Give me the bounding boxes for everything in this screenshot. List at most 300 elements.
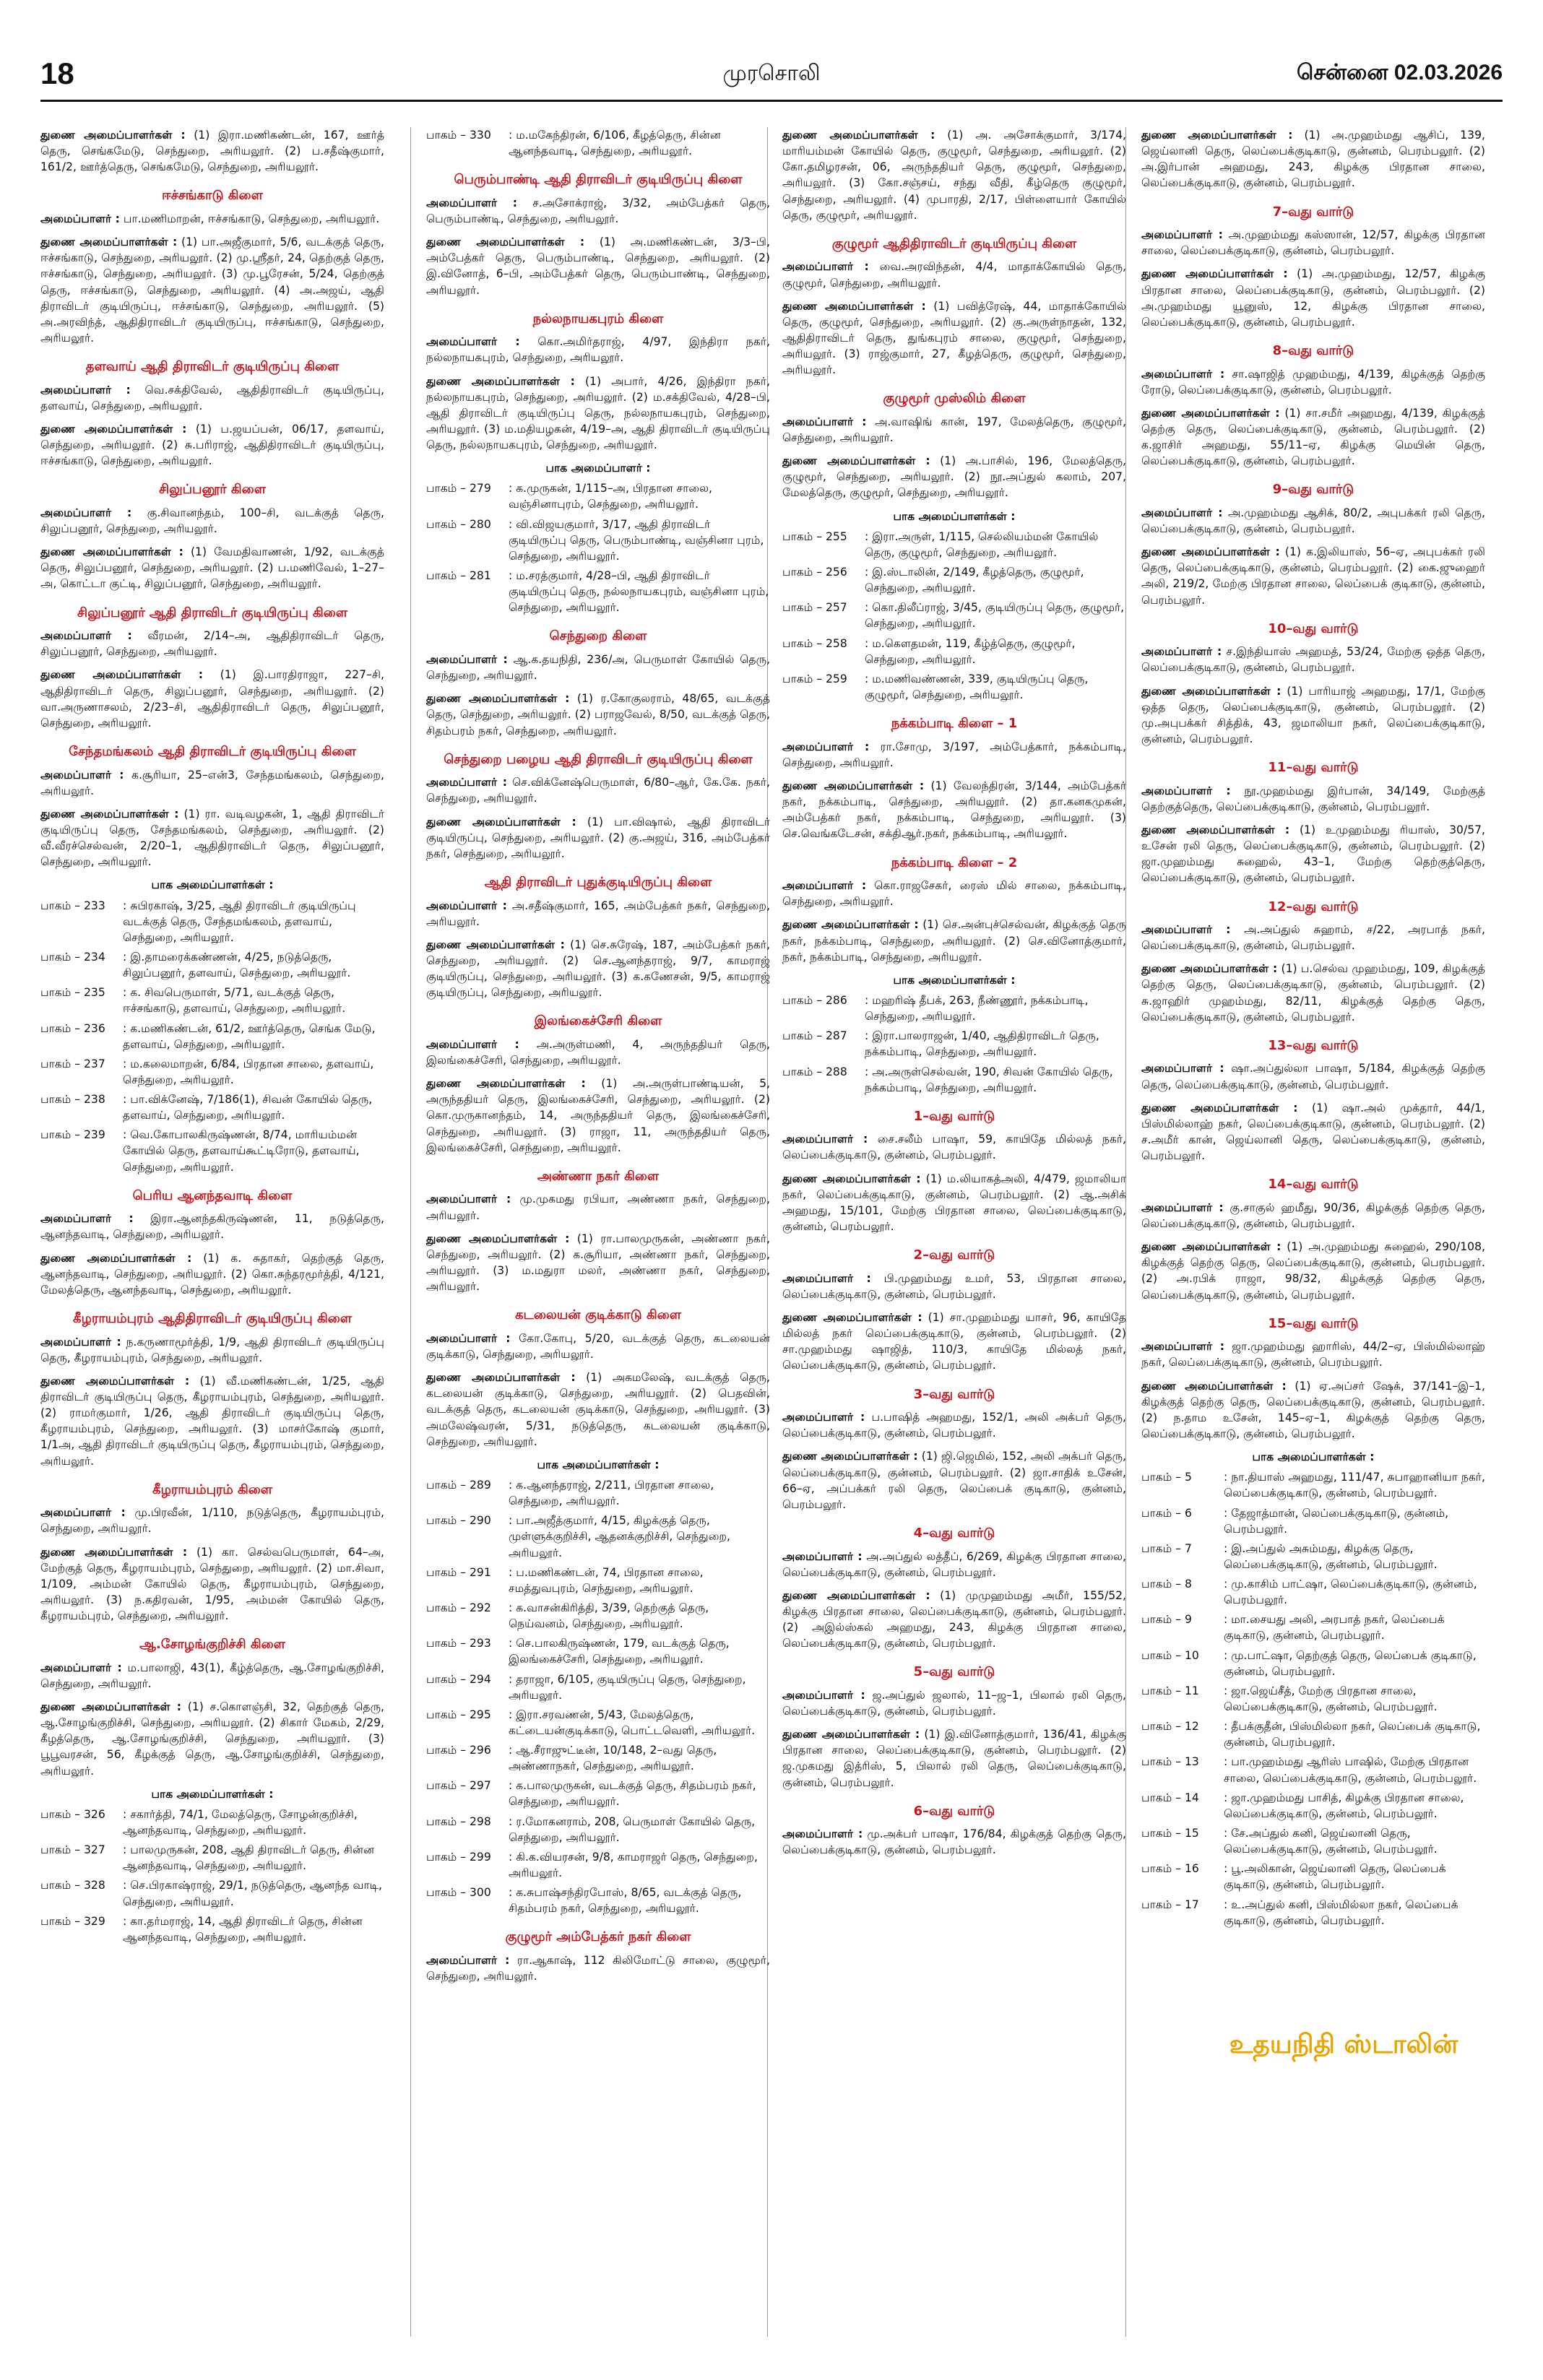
role-label: அமைப்பாளர் :	[1141, 923, 1231, 937]
booth-entry	[426, 1849, 770, 1881]
booth-entry	[782, 564, 1126, 596]
booth-entry	[40, 1806, 384, 1838]
booth-number: பாகம் – 329	[40, 1914, 105, 1928]
entry-text: (1) சா.முஹம்மது யாசர், 96, காயிதே மில்லத் நகர் லெப்பைக்குடிகாடு, குன்னம், பெரம்பலூர். (2) சா.முஹம்மது ஷாஜித், 110/3, காயிதே மில்லத் நகர், லெப்பைக்குடிகாடு, குன்னம், பெரம்பலூர்.	[782, 1311, 1127, 1372]
page-number: 18	[40, 56, 74, 90]
office-bearer-entry	[40, 382, 384, 414]
office-bearer-entry	[1141, 922, 1485, 953]
branch-heading: 13–வது வார்டு	[1268, 1037, 1359, 1053]
office-bearer-entry	[782, 1271, 1126, 1302]
booth-number: பாகம் – 259	[782, 672, 847, 685]
booth-number: பாகம் – 293	[426, 1637, 491, 1650]
booth-text: : மா.சையது அலி, அரபாத் நகர், லெப்பைக் குடிகாடு, குன்னம், பெரம்பலூர்.	[1224, 1613, 1445, 1643]
branch-heading: செந்துறை கிளை	[549, 628, 647, 644]
entry-text: கு.சாகுல் ஹமீது, 90/36, கிழக்குத் தெற்கு தெரு, லெப்பைக்குடிகாடு, குன்னம், பெரம்பலூர்.	[1141, 1200, 1485, 1230]
booth-number: பாகம் – 326	[40, 1807, 105, 1821]
booth-number: பாகம் – 297	[426, 1779, 491, 1793]
entry-text: வை.அரவிந்தன், 4/4, மாதாக்கோயில் தெரு, குழுமூர், செந்துறை, அரியலூர்.	[782, 260, 1126, 290]
office-bearer-entry	[40, 1505, 384, 1536]
booth-text: : சகார்த்தி, 74/1, மேலத்தெரு, சோழன்குறிச்சி, ஆனந்தவாடி, செந்துறை, அரியலூர்.	[123, 1807, 358, 1838]
role-label: அமைப்பாளர் :	[40, 1506, 126, 1520]
office-bearer-entry	[782, 1549, 1126, 1580]
office-bearer-entry	[1141, 644, 1485, 675]
entry-text: (1) பா.அஜீகுமார், 5/6, வடக்குத் தெரு, ஈச்சங்காடு, செந்துறை, அரியலூர். (2) மு.ஸ்ரீதர், 24, தெற்குத் தெரு, ஈச்சங்காடு, செந்துறை, அரியலூர். (3) மு.பூரேசன், 5/24, தெற்குத் தெரு, ஈச்சங்காடு, செந்துறை, அரியலூர். (4) அ.அஜய், ஆதி திராவிடர் குடியிருப்பு, ஈச்சங்காடு, செந்துறை, அரியலூர். (5) அ.அரவிந்த், ஆதிதிராவிடர் குடியிருப்பு, ஈச்சங்காடு, செந்துறை, அரியலூர்.	[40, 235, 384, 345]
booth-number: பாகம் – 255	[782, 529, 847, 543]
entry-text: (1) பாரியாஜ் அஹமது, 17/1, மேற்கு ஒத்த தெரு, லெப்பைக்குடிகாடு, குன்னம், பெரம்பலூர். (2) மு.அபுபக்கர் சித்திக், 43, ஜமாலியா நகர், லெப்பைக்குடிகாடு, குன்னம், பெரம்பலூர்.	[1141, 684, 1485, 745]
masthead	[40, 56, 1503, 102]
booth-text: : இ.ஸ்டாலின், 2/149, கீழத்தெரு, குழுமூர், செந்துறை, அரியலூர்.	[865, 566, 1084, 595]
booth-text: : க.பாலமுருகன், வடக்குத் தெரு, சிதம்பரம் நகர், செந்துறை, அரியலூர்.	[509, 1779, 756, 1809]
office-bearer-entry	[1141, 1338, 1485, 1370]
role-label: துணை அமைப்பாளர்கள் :	[782, 918, 919, 932]
entry-text: (1) உமுஹம்மது ரியாஸ், 30/57, உசேன் ரலி தெரு, லெப்பைக்குடிகாடு, குன்னம், பெரம்பலூர். (2) ஜா.முஹம்மது சுஹைல், 43–1, மேற்கு தெற்குத்தெரு, லெப்பைக்குடிகாடு, குன்னம், பெரம்பலூர்.	[1141, 823, 1485, 885]
office-bearer-entry	[782, 1687, 1126, 1719]
booth-text: : ர.மோகனராம், 208, பெருமாள் கோயில் தெரு, செந்துறை, அரியலூர்.	[509, 1814, 756, 1844]
branch-heading: 4–வது வார்டு	[913, 1525, 995, 1541]
branch-heading: குழுமூர் முஸ்லிம் கிளை	[883, 391, 1026, 407]
booth-text: : தராஜா, 6/105, குடியிருப்பு தெரு, செந்துறை, அரியலூர்.	[509, 1672, 746, 1702]
role-label: துணை அமைப்பாளர்கள் :	[426, 1371, 576, 1385]
booth-number: பாகம் – 288	[782, 1065, 847, 1078]
entry-text: (1) அ.முஹம்மது சுஹைல், 290/108, கிழக்குத் தெற்கு தெரு, லெப்பைக்குடிகாடு, குன்னம், பெரம்பலூர். (2) அ.ரபிக் ராஜா, 98/32, கிழக்குத் தெற்கு தெரு, லெப்பைக்குடிகாடு, குன்னம், பெரம்பலூர்.	[1141, 1240, 1485, 1302]
role-label: துணை அமைப்பாளர்கள் :	[1141, 1240, 1281, 1254]
branch-heading: செந்துறை பழைய ஆதி திராவிடர் குடியிருப்பு கிளை	[444, 751, 753, 767]
office-bearer-entry	[1141, 227, 1485, 259]
entry-text: கொ.அமிர்தராஜ், 4/97, இந்திரா நகர், நல்லநாயகபுரம், செந்துறை, அரியலூர்.	[426, 335, 770, 365]
branch-heading: நல்லநாயகபுரம் கிளை	[532, 311, 664, 326]
entry-text: (1) அ.முஹம்மது, 12/57, கிழக்கு பிரதான சாலை, லெப்பைக்குடிகாடு, குன்னம், பெரம்பலூர். (2) அ.முஹம்மது யூனுஸ், 12, கிழக்கு பிரதான சாலை, லெப்பைக்குடிகாடு, குன்னம், பெரம்பலூர்.	[1141, 267, 1485, 329]
office-bearer-entry	[426, 234, 770, 298]
entry-text: (1) கா. செல்வபெருமாள், 64–அ, மேற்குத் தெரு, கீழராயம்புரம், செந்துறை, அரியலூர். (2) மா.சிவா, 1/109, அம்மன் கோயில் தெரு, கீழராயம்புரம், செந்துறை, அரியலூர். (3) ந.கதிரவன், 1/95, அம்மன் கோயில் தெரு, கீழராயம்புரம், செந்துறை, அரியலூர்.	[40, 1545, 384, 1623]
office-bearer-entry	[426, 373, 770, 454]
entry-text: ச.இந்தியாஸ் அஹமத், 53/24, மேற்கு ஒத்த தெரு, லெப்பைக்குடிகாடு, குன்னம், பெரம்பலூர்.	[1141, 645, 1485, 675]
office-bearer-entry	[40, 505, 384, 537]
role-label: துணை அமைப்பாளர்கள் :	[1141, 545, 1280, 559]
booth-text: : மஹரிஷ் தீபக், 263, நீண்ணூர், நக்கம்பாடி, செந்துறை, அரியலூர்.	[865, 993, 1089, 1024]
booth-number: பாகம் – 258	[782, 636, 847, 650]
booth-entry	[782, 992, 1126, 1024]
booth-entry	[1141, 1897, 1485, 1929]
booth-entry	[40, 1091, 384, 1123]
entry-text: ஆ.க.தயநிதி, 236/அ, பெருமாள் கோயில் தெரு, செந்துறை, அரியலூர்.	[426, 653, 770, 683]
role-label: அமைப்பாளர் :	[1141, 1062, 1224, 1076]
booth-entry	[782, 671, 1126, 703]
branch-heading: குழுமூர் ஆதிதிராவிடர் குடியிருப்பு கிளை	[831, 235, 1077, 251]
branch-heading: சேந்தமங்கலம் ஆதி திராவிடர் குடியிருப்பு கிளை	[69, 743, 356, 759]
booth-entry	[40, 1913, 384, 1945]
booth-text: : இரா.அருள், 1/115, செல்லியம்மன் கோயில் தெரு, குழுமூர், செந்துறை, அரியலூர்.	[865, 529, 1099, 559]
office-bearer-entry	[1141, 505, 1485, 537]
office-bearer-entry	[40, 127, 384, 175]
office-bearer-entry	[782, 1409, 1126, 1441]
entry-text: (1) முமுஹம்மது அமீர், 155/52, கிழக்கு பிரதான சாலை, லெப்பைக்குடிகாடு, குன்னம், பெரம்பலூர். (2) அஇல்ஸ்கல் அஹமது, 243, கிழக்கு பிரதான சாலை, லெப்பைக்குடிகாடு, குன்னம், பெரம்பலூர்.	[782, 1588, 1126, 1650]
role-label: அமைப்பாளர் :	[40, 629, 132, 643]
booth-number: பாகம் – 236	[40, 1021, 105, 1035]
office-bearer-entry	[426, 814, 770, 862]
booth-number: பாகம் – 6	[1141, 1506, 1192, 1520]
booth-entry	[1141, 1718, 1485, 1750]
office-bearer-entry	[40, 806, 384, 870]
booth-number: பாகம் – 298	[426, 1814, 491, 1828]
entry-text: (1) வீ.மணிகண்டன், 1/25, ஆதி திராவிடர் குடியிருப்பு தெரு, கீழராயம்புரம், செந்துறை, அரியலூர். (2) ராமர்குமார், 1/26, ஆதி திராவிடர் குடியிருப்பு தெரு, கீழராயம்புரம், செந்துறை, அரியலூர். (3) மாசர்கோஷ் குமார், 1/1அ, ஆதி திராவிடர் குடியிருப்பு தெரு, கீழராயம்புரம், செந்துறை, அரியலூர்.	[40, 1374, 384, 1468]
booth-number: பாகம் – 299	[426, 1850, 491, 1864]
entry-text: ரா.ஆகாஷ், 112 கிலிமோட்டு சாலை, குழுமூர், செந்துறை, அரியலூர்.	[426, 1954, 770, 1983]
office-bearer-entry	[782, 298, 1126, 378]
entry-text: கோ.கோபு, 5/20, வடக்குத் தெரு, கடலையன் குடிக்காடு, செந்துறை, அரியலூர்.	[426, 1331, 770, 1361]
office-bearer-entry	[426, 898, 770, 930]
office-bearer-entry	[782, 1826, 1126, 1858]
entry-text: மு.முகமது ரபியா, அண்ணா நகர், செந்துறை, அரியலூர்.	[426, 1193, 770, 1222]
entry-text: (1) ப.ஜயப்பன், 06/17, தளவாய், செந்துறை, அரியலூர். (2) சு.பரிராஜ், ஆதிதிராவிடர் குடியிருப்பு, ஈச்சங்காடு, செந்துறை, அரியலூர்.	[40, 422, 384, 468]
booth-text: : வி.விஜயகுமார், 3/17, ஆதி திராவிடர் குடியிருப்பு தெரு, பெரும்பாண்டி, வஞ்சினா புரம், செந்துறை, அரியலூர்.	[509, 517, 764, 563]
branch-heading: 5–வது வார்டு	[913, 1664, 995, 1680]
entry-text: ஜா.முஹம்மது ஹாரிஸ், 44/2–ஏ, பிஸ்மில்லாஹ் நகர், லெப்பைக்குடிகாடு, குன்னம், பெரம்பலூர்.	[1141, 1340, 1486, 1369]
role-label: அமைப்பாளர் :	[426, 335, 520, 349]
booth-number: பாகம் – 237	[40, 1057, 105, 1070]
role-label: துணை அமைப்பாளர்கள் :	[40, 1545, 188, 1559]
role-label: அமைப்பாளர் :	[426, 1954, 510, 1968]
booth-entry	[426, 1565, 770, 1596]
office-bearer-entry	[40, 544, 384, 592]
booth-number: பாகம் – 330	[426, 129, 491, 142]
booth-text: : ஜா.முஹம்மது பாசித், கிழக்கு பிரதான சாலை, லெப்பைக்குடிகாடு, குன்னம், பெரம்பலூர்.	[1224, 1791, 1464, 1820]
booth-number: பாகம் – 14	[1141, 1791, 1199, 1804]
booth-number: பாகம் – 281	[426, 569, 491, 583]
entry-text: ந.கருணாமூர்த்தி, 1/9, ஆதி திராவிடர் குடியிருப்பு தெரு, கீழராயம்புரம், செந்துறை, அரியலூர்.	[40, 1335, 384, 1364]
office-bearer-entry	[782, 1448, 1126, 1513]
office-bearer-entry	[40, 1373, 384, 1469]
booth-entry	[782, 636, 1126, 667]
booth-section-title: பாக அமைப்பாளர்கள் :	[151, 878, 274, 892]
branch-heading: 1–வது வார்டு	[913, 1108, 995, 1124]
office-bearer-entry	[1141, 127, 1485, 191]
dateline: சென்னை 02.03.2026	[1296, 61, 1503, 85]
role-label: துணை அமைப்பாளர்கள் :	[1141, 962, 1278, 976]
role-label: துணை அமைப்பாளர்கள் :	[426, 374, 575, 388]
booth-text: : பூ.அலிகான், ஜெய்லானி தெரு, லெப்பைக் குடிகாடு, குன்னம், பெரம்பலூர்.	[1224, 1862, 1446, 1892]
role-label: துணை அமைப்பாளர்கள் :	[782, 1172, 921, 1185]
booth-text: : உ.அப்துல் கனி, பிஸ்மில்லா நகர், லெப்பைக் குடிகாடு, குன்னம், பெரம்பலூர்.	[1224, 1897, 1458, 1927]
role-label: துணை அமைப்பாளர்கள் :	[782, 1450, 918, 1463]
role-label: அமைப்பாளர் :	[1141, 228, 1223, 242]
booth-entry	[426, 1884, 770, 1916]
entry-text: (1) செ.அன்புச்செல்வன், கிழக்குத் தெரு நகர், நக்கம்பாடி, செந்துறை, அரியலூர். (2) செ.வினோத்குமார், நகர், நக்கம்பாடி, செந்துறை, அரியலூர்.	[782, 918, 1126, 964]
entry-text: வெ.சக்திவேல், ஆதிதிராவிடர் குடியிருப்பு, தளவாய், செந்துறை, அரியலூர்.	[40, 383, 384, 412]
booth-number: பாகம் – 287	[782, 1029, 847, 1043]
booth-number: பாகம் – 9	[1141, 1613, 1192, 1627]
office-bearer-entry	[1141, 683, 1485, 748]
entry-text: (1) ஷா.அல் முக்தார், 44/1, பிஸ்மில்லாஹ் நகர், லெப்பைக்குடிகாடு, குன்னம், பெரம்பலூர். (2) ச.அமீர் கான், ஜெய்லானி தெரு, லெப்பைக்குடிகாடு, குன்னம், பெரம்பலூர்.	[1141, 1101, 1485, 1163]
booth-text: : க.ஆனந்தராஜ், 2/211, பிரதான சாலை, செந்துறை, அரியலூர்.	[509, 1478, 714, 1508]
booth-number: பாகம் – 300	[426, 1886, 491, 1900]
booth-entry	[1141, 1611, 1485, 1643]
booth-entry	[40, 985, 384, 1016]
role-label: துணை அமைப்பாளர்கள் :	[782, 1588, 930, 1602]
role-label: அமைப்பாளர் :	[40, 212, 120, 225]
booth-text: : ஜா.ஜெய்சீத், மேற்கு பிரதான சாலை, லெப்பைக்குடிகாடு, குன்னம், பெரம்பலூர்.	[1224, 1684, 1438, 1714]
role-label: துணை அமைப்பாளர்கள் :	[1141, 823, 1290, 836]
entry-text: (1) ஜி.ஜெமில், 152, அலி அக்பர் தெரு, லெப்பைக்குடிகாடு, குன்னம், பெரம்பலூர். (2) ஜா.சாதிக் உசேன், 66–ஏ, அப்பக்கர் ரலி தெரு, லெப்பைக் குடிகாடு, குன்னம், பெரம்பலூர்.	[782, 1450, 1126, 1511]
entry-text: மு.அக்பர் பாஷா, 176/84, கிழக்குத் தெற்கு தெரு, லெப்பைக்குடிகாடு, குன்னம், பெரம்பலூர்.	[782, 1827, 1126, 1857]
office-bearer-entry	[426, 1037, 770, 1068]
branch-heading: 2–வது வார்டு	[913, 1247, 995, 1263]
office-bearer-entry	[782, 1171, 1126, 1235]
booth-number: பாகம் – 327	[40, 1843, 105, 1857]
office-bearer-entry	[426, 195, 770, 227]
booth-entry	[40, 1842, 384, 1874]
entry-text: (1) க.இலியாஸ், 56–ஏ, அபுபக்கர் ரலி தெரு, லெப்பைக்குடிகாடு, குன்னம், பெரம்பலூர். (2) கை.ஜுஹைர் அலி, 219/2, மேற்கு பிரதான சாலை, லெப்பைக் குடிகாடு, குன்னம், பெரம்பலூர்.	[1141, 545, 1485, 607]
role-label: அமைப்பாளர் :	[426, 776, 507, 789]
office-bearer-entry	[426, 652, 770, 683]
booth-text: : இ.தாமரைக்கண்ணன், 4/25, நடுத்தெரு, சிலுப்பனூர், தளவாய், செந்துறை, அரியலூர்.	[123, 950, 351, 980]
entry-text: அ.முஹம்மது கஸ்ஸான், 12/57, கிழக்கு பிரதான சாலை, லெப்பைக்குடிகாடு, குன்னம், பெரம்பலூர்.	[1141, 228, 1485, 258]
entry-text: (1) க. சுதாகர், தெற்குத் தெரு, ஆனந்தவாடி, செந்துறை, அரியலூர். (2) கொ.சுந்தரமூர்த்தி, 4/121, மேலத்தெரு, ஆனந்தவாடி, செந்துறை, அரியலூர்.	[40, 1251, 385, 1297]
office-bearer-entry	[782, 1726, 1126, 1791]
booth-number: பாகம் – 8	[1141, 1578, 1192, 1591]
booth-text: : ம.மகேந்திரன், 6/106, கீழத்தெரு, சின்ன ஆனந்தவாடி, செந்துறை, அரியலூர்.	[509, 129, 721, 158]
role-label: துணை அமைப்பாளர்கள் :	[426, 1077, 586, 1091]
entry-text: (1) சா.சமீர் அஹமது, 4/139, கிழக்குத் தெற்கு தெரு, லெப்பைக்குடிகாடு, குன்னம், பெரம்பலூர். (2) க.ஜாசிர் அஹமது, 55/11–ஏ, கிழக்கு மெயின் தெரு, லெப்பைக்குடிகாடு, குன்னம், பெரம்பலூர்.	[1141, 406, 1485, 468]
booth-entry	[426, 1742, 770, 1774]
office-bearer-entry	[1141, 1200, 1485, 1232]
booth-section-title: பாக அமைப்பாளர்கள் :	[1252, 1450, 1375, 1464]
entry-text: பி.முஹம்மது உமர், 53, பிரதான சாலை, லெப்பைக்குடிகாடு, குன்னம், பெரம்பலூர்.	[782, 1271, 1126, 1301]
entry-text: ப.பாஷித் அஹமது, 152/1, அலி அக்பர் தெரு, லெப்பைக்குடிகாடு, குன்னம், பெரம்பலூர்.	[782, 1411, 1126, 1440]
booth-section-title: பாக அமைப்பாளர்கள் :	[537, 1458, 660, 1471]
booth-number: பாகம் – 10	[1141, 1648, 1199, 1662]
booth-entry	[40, 1127, 384, 1174]
booth-entry	[1141, 1861, 1485, 1892]
booth-text: : சுபிரகாஷ், 3/25, ஆதி திராவிடர் குடியிருப்பு வடக்குத் தெரு, சேந்தமங்கலம், தளவாய், செந்துறை, அரியலூர்.	[123, 899, 356, 944]
branch-heading: 10–வது வார்டு	[1268, 620, 1359, 636]
booth-text: : க. சிவபெருமாள், 5/71, வடக்குத் தெரு, ஈச்சங்காடு, தளவாய், செந்துறை, அரியலூர்.	[123, 986, 346, 1016]
booth-text: : இரா.சரவணன், 5/43, மேலத்தெரு, கட்டையன்குடிக்காடு, பொட்டவெளி, அரியலூர்.	[509, 1708, 756, 1737]
role-label: துணை அமைப்பாளர்கள் :	[426, 815, 576, 828]
booth-text: : க.சுபாஷ்சந்திரபோஸ், 8/65, வடக்குத் தெரு, சிதம்பரம் நகர், செந்துறை, அரியலூர்.	[509, 1886, 742, 1916]
booth-number: பாகம் – 7	[1141, 1541, 1192, 1555]
entry-text: (1) ம.லியாகத்அலி, 4/479, ஜமாலியா நகர், லெப்பைக்குடிகாடு, குன்னம், பெரம்பலூர். (2) ஆ.அசிக் அஹமது, 15/101, மேற்கு பிரதான சாலை, லெப்பைக்குடிகாடு, குன்னம், பெரம்பலூர்.	[782, 1172, 1126, 1234]
office-bearer-entry	[426, 1330, 770, 1362]
office-bearer-entry	[1141, 1060, 1485, 1092]
office-bearer-entry	[782, 878, 1126, 909]
role-label: அமைப்பாளர் :	[782, 1549, 863, 1563]
branch-heading: பெரும்பாண்டி ஆதி திராவிடர் குடியிருப்பு கிளை	[454, 172, 743, 188]
office-bearer-entry	[782, 917, 1126, 964]
office-bearer-entry	[1141, 822, 1485, 886]
entry-text: (1) ஏ.அப்சர் ஷேக், 37/141–இ–1, கிழக்குத் தெற்கு தெரு, லெப்பைக்குடிகாடு, குன்னம், பெரம்பலூர். (2) ந.தாம உசேன், 145–ஏ–1, கிழக்குத் தெற்கு தெரு, லெப்பைக்குடிகாடு, குன்னம், பெரம்பலூர்.	[1141, 1379, 1485, 1440]
role-label: துணை அமைப்பாளர்கள் :	[40, 235, 178, 249]
booth-entry	[40, 949, 384, 981]
booth-number: பாகம் – 17	[1141, 1897, 1199, 1911]
booth-number: பாகம் – 289	[426, 1478, 491, 1492]
booth-entry	[782, 600, 1126, 631]
branch-heading: ஈச்சங்காடு கிளை	[162, 188, 263, 204]
role-label: துணை அமைப்பாளர்கள் :	[782, 454, 930, 468]
office-bearer-entry	[426, 1952, 770, 1984]
booth-entry	[426, 516, 770, 564]
booth-number: பாகம் – 5	[1141, 1471, 1192, 1484]
role-label: அமைப்பாளர் :	[782, 415, 867, 428]
office-bearer-entry	[782, 739, 1126, 771]
role-label: அமைப்பாளர் :	[40, 1212, 134, 1226]
office-bearer-entry	[426, 334, 770, 365]
entry-text: அ.அப்துல் லத்தீப், 6/269, கிழக்கு பிரதான சாலை, லெப்பைக்குடிகாடு, குன்னம், பெரம்பலூர்.	[782, 1549, 1126, 1579]
entry-text: (1) அகமலேஷ், வடக்குத் தெரு, கடலையன் குடிக்காடு, செந்துறை, அரியலூர். (2) பெதவின், வடக்குத் தெரு, கடலையன் குடிக்காடு, செந்துறை, அரியலூர். (3) அமலேஷ்வரன், 5/31, நடுத்தெரு, கடலையன் குடிக்காடு, செந்துறை, அரியலூர்.	[426, 1371, 771, 1448]
office-bearer-entry	[426, 774, 770, 806]
booth-text: : ம.கலைமாறன், 6/84, பிரதான சாலை, தளவாய், செந்துறை, அரியலூர்.	[123, 1057, 374, 1086]
role-label: துணை அமைப்பாளர்கள் :	[40, 422, 187, 436]
branch-heading: 14–வது வார்டு	[1268, 1177, 1359, 1193]
office-bearer-entry	[40, 234, 384, 346]
office-bearer-entry	[426, 1231, 770, 1295]
role-label: துணை அமைப்பாளர்கள் :	[426, 235, 585, 249]
role-label: துணை அமைப்பாளர்கள் :	[782, 129, 935, 142]
office-bearer-entry	[782, 1310, 1126, 1374]
entry-text: (1) ர.கோகுலராம், 48/65, வடக்குத் தெரு, செந்துறை, அரியலூர். (2) பராஜவேல், 8/50, வடக்குத் தெரு, சிதம்பரம் நகர், செந்துறை, அரியலூர்.	[426, 692, 770, 737]
booth-text: : பாலமுருகன், 208, ஆதி திராவிடர் தெரு, சின்ன ஆனந்தவாடி, செந்துறை, அரியலூர்.	[123, 1843, 375, 1873]
role-label: துணை அமைப்பாளர்கள் :	[1141, 129, 1293, 142]
branch-heading: 15–வது வார்டு	[1268, 1315, 1359, 1331]
entry-text: பா.மணிமாறன், ஈச்சங்காடு, செந்துறை, அரியலூர்.	[123, 212, 380, 225]
role-label: அமைப்பாளர் :	[40, 768, 124, 782]
column-divider	[410, 127, 411, 2337]
branch-heading: குழுமூர் அம்பேத்கர் நகர் கிளை	[505, 1929, 691, 1945]
booth-text: : மு.காசிம் பாட்ஷா, லெப்பைக்குடிகாடு, குன்னம், பெரம்பலூர்.	[1224, 1578, 1477, 1607]
booth-number: பாகம் – 257	[782, 601, 847, 615]
entry-text: (1) வேமதிவாணன், 1/92, வடக்குத் தெரு, சிலுப்பனூர், செந்துறை, அரியலூர். (2) ப.மணிவேல், 1–27–அ, கொட்டா குட்டி, சிலுப்பனூர், செந்துறை, அரியலூர்.	[40, 545, 384, 591]
booth-entry	[1141, 1648, 1485, 1679]
booth-text: : செ.பிரகாஷ்ராஜ், 29/1, நடுத்தெரு, ஆனந்த வாடி, செந்துறை, அரியலூர்.	[123, 1879, 382, 1908]
role-label: அமைப்பாளர் :	[782, 1688, 865, 1702]
entry-text: (1) இ.பாரதிராஜா, 227–சி, ஆதிதிராவிடர் தெரு, சிலுப்பனூர், செந்துறை, அரியலூர். (2) வா.அருணாசலம், 2/23–சி, ஆதிதிராவிடர் தெரு, சிலுப்பனூர், செந்துறை, அரியலூர்.	[40, 668, 384, 730]
office-bearer-entry	[1141, 366, 1485, 398]
entry-text: (1) அ.அருள்பாண்டியன், 5, அருந்ததியர் தெரு, இலங்கைச்சேரி, செந்துறை, அரியலூர். (2) கொ.முருகானந்தம், 14, அருந்ததியர் தெரு, இலங்கைச்சேரி, செந்துறை, அரியலூர். (3) ராஜா, 11, அருந்ததியர் தெரு, இலங்கைச்சேரி, செந்துறை, அரியலூர்.	[426, 1077, 770, 1154]
booth-entry	[426, 1477, 770, 1509]
booth-entry	[40, 1877, 384, 1909]
booth-section-title: பாக அமைப்பாளர்கள் :	[893, 509, 1016, 523]
role-label: அமைப்பாளர் :	[782, 1133, 868, 1146]
booth-section-title: பாக அமைப்பாளர்கள் :	[151, 1787, 274, 1801]
role-label: துணை அமைப்பாளர்கள் :	[40, 668, 203, 682]
booth-text: : ம.மணிவண்ணன், 339, குடியிருப்பு தெரு, குழுமூர், செந்துறை, அரியலூர்.	[865, 672, 1089, 702]
branch-heading: தளவாய் ஆதி திராவிடர் குடியிருப்பு கிளை	[85, 359, 340, 375]
office-bearer-entry	[426, 1369, 770, 1450]
booth-text: : இ.அப்துல் அசும்மது, கிழக்கு தெரு, லெப்பைக்குடிகாடு, குன்னம், பெரம்பலூர்.	[1224, 1541, 1438, 1571]
entry-text: சை.சலீம் பாஷா, 59, காயிதே மில்லத் நகர், லெப்பைக்குடிகாடு, குன்னம், பெரம்பலூர்.	[782, 1133, 1126, 1162]
booth-entry	[1141, 1576, 1485, 1608]
booth-entry	[782, 1064, 1126, 1096]
booth-number: பாகம் – 290	[426, 1514, 491, 1528]
booth-entry	[426, 1778, 770, 1809]
entry-text: அ.அப்துல் சுஹாம், ச/22, அரபாத் நகர், லெப்பைக்குடிகாடு, குன்னம், பெரம்பலூர்.	[1141, 923, 1486, 953]
booth-text: : மு.பாட்ஷா, தெற்குத் தெரு, லெப்பைக் குடிகாடு, குன்னம், பெரம்பலூர்.	[1224, 1648, 1477, 1678]
role-label: அமைப்பாளர் :	[1141, 784, 1231, 797]
booth-number: பாகம் – 16	[1141, 1862, 1199, 1876]
entry-text: (1) இ.வினோத்குமார், 136/41, கிழக்கு பிரதான சாலை, லெப்பைக்குடிகாடு, குன்னம், பெரம்பலூர். (2) ஜ.முகமது இத்ரிஸ், 5, பிலால் ரலி தெரு, லெப்பைக்குடிகாடு, குன்னம், பெரம்பலூர்.	[782, 1728, 1126, 1789]
booth-number: பாகம் – 13	[1141, 1755, 1199, 1769]
signature: உதயநிதி ஸ்டாலின்	[1229, 2030, 1458, 2059]
role-label: அமைப்பாளர் :	[426, 899, 507, 912]
entry-text: (1) அ.பாசில், 196, மேலத்தெரு, குழுமூர், செந்துறை, அரியலூர். (2) நூ.அப்துல் கலாம், 207, மேலத்தெரு, குழுமூர், செந்துறை, அரியலூர்.	[782, 454, 1126, 500]
entry-text: அ.சதீஷ்குமார், 165, அம்பேத்கர் நகர், செந்துறை, அரியலூர்.	[426, 899, 770, 928]
booth-number: பாகம் – 286	[782, 993, 847, 1007]
office-bearer-entry	[1141, 544, 1485, 608]
booth-text: : க.மணிகண்டன், 61/2, ஊர்த்தெரு, செங்க மேடு, தளவாய், செந்துறை, அரியலூர்.	[123, 1021, 376, 1051]
column-4	[1141, 127, 1485, 1932]
booth-text: : தீபக்குதீன், பிஸ்மில்லா நகர், லெப்பைக் குடிகாடு, குன்னம், பெரம்பலூர்.	[1224, 1720, 1481, 1749]
office-bearer-entry	[40, 1250, 384, 1298]
entry-text: ரா.சோமு, 3/197, அம்பேத்கார், நக்கம்பாடி, செந்துறை, அரியலூர்.	[782, 740, 1127, 769]
column-2	[426, 127, 770, 1991]
office-bearer-entry	[782, 259, 1126, 290]
entry-text: ச.அசோக்ராஜ், 3/32, அம்பேத்கர் தெரு, பெரும்பாண்டி, செந்துறை, அரியலூர்.	[426, 196, 770, 225]
entry-text: (1) வேலந்திரன், 3/144, அம்பேத்கர் நகர், நக்கம்பாடி, செந்துறை, அரியலூர். (2) தா.கனகமுகன், அம்பேத்கர் நகர், நக்கம்பாடி, செந்துறை, அரியலூர். (3) செ.வெங்கடேசன், சக்திஆர்.நகர், நக்கம்பாடி, அரியலூர்.	[782, 779, 1126, 841]
branch-heading: அண்ணா நகர் கிளை	[537, 1168, 660, 1184]
role-label: துணை அமைப்பாளர்கள் :	[782, 299, 926, 313]
office-bearer-entry	[40, 1699, 384, 1779]
role-label: துணை அமைப்பாளர்கள் :	[1141, 267, 1288, 281]
office-bearer-entry	[40, 211, 384, 227]
branch-heading: 7–வது வார்டு	[1272, 204, 1354, 220]
entry-text: (1) ரா. வடிவழகன், 1, ஆதி திராவிடர் குடியிருப்பு தெரு, சேந்தமங்கலம், செந்துறை, அரியலூர். (2) வீ.வீரச்செல்வன், 2/20–1, ஆதிதிராவிடர் தெரு, சிலுப்பனூர், செந்துறை, அரியலூர்.	[40, 807, 385, 869]
booth-text: : தேஜாத்மான், லெப்பைக்குடிகாடு, குன்னம், பெரம்பலூர்.	[1224, 1506, 1449, 1536]
role-label: அமைப்பாளர் :	[40, 383, 131, 397]
role-label: அமைப்பாளர் :	[782, 260, 869, 274]
entry-text: அ.அருள்மணி, 4, அருந்ததியர் தெரு, இலங்கைச்சேரி, செந்துறை, அரியலூர்.	[426, 1037, 771, 1068]
office-bearer-entry	[40, 1334, 384, 1366]
office-bearer-entry	[1141, 1239, 1485, 1303]
role-label: துணை அமைப்பாளர்கள் :	[782, 779, 925, 792]
office-bearer-entry	[426, 1191, 770, 1223]
entry-text: சா.ஷாஜித் முஹம்மது, 4/139, கிழக்குத் தெற்கு ரோடு, லெப்பைக்குடிகாடு, குன்னம், பெரம்பலூர்.	[1141, 367, 1486, 397]
booth-number: பாகம் – 256	[782, 566, 847, 579]
branch-heading: 9–வது வார்டு	[1272, 482, 1354, 498]
entry-text: நூ.முஹம்மது இர்பான், 34/149, மேற்குத் தெற்குத்தெரு, லெப்பைக்குடிகாடு, குன்னம், பெரம்பலூர்.	[1141, 784, 1485, 813]
role-label: அமைப்பாளர் :	[1141, 506, 1223, 519]
branch-heading: கீழராயம்புரம் கிளை	[152, 1481, 273, 1497]
office-bearer-entry	[782, 414, 1126, 446]
role-label: அமைப்பாளர் :	[426, 1037, 519, 1051]
booth-entry	[426, 1707, 770, 1739]
entry-text: (1) பா.விஷால், ஆதி திராவிடர் குடியிருப்பு, செந்துறை, அரியலூர். (2) கு.அஜய், 316, அம்பேத்கர் நகர், செந்துறை, அரியலூர்.	[426, 815, 770, 860]
booth-text: : பா.முஹம்மது ஆரிஸ் பாஷில், மேற்கு பிரதான சாலை, லெப்பைக்குடிகாடு, குன்னம், பெரம்பலூர்.	[1224, 1755, 1477, 1785]
booth-number: பாகம் – 294	[426, 1672, 491, 1686]
booth-entry	[1141, 1505, 1485, 1537]
booth-section-title: பாக அமைப்பாளர்கள் :	[893, 973, 1016, 987]
entry-text: (1) அ. அசோக்குமார், 3/174, மாரியம்மன் கோயில் தெரு, குழுமூர், செந்துறை, அரியலூர். (2) கோ.தமிழரசன், 06, அருந்ததியர் தெரு, குழுமூர், செந்துறை, அரியலூர். (3) கோ.சஞ்சய், சந்து வீதி, கீழ்தெரு குழுமூர், செந்துறை, அரியலூர். (4) முபாரதி, 2/17, பிள்ளையார் கோயில் தெரு, குழுமூர், அரியலூர்.	[782, 129, 1126, 222]
booth-entry	[426, 480, 770, 512]
office-bearer-entry	[426, 937, 770, 1001]
office-bearer-entry	[40, 1660, 384, 1692]
office-bearer-entry	[40, 421, 384, 469]
booth-number: பாகம் – 238	[40, 1093, 105, 1107]
entry-text: கு.சிவானந்தம், 100–சி, வடக்குத் தெரு, சிலுப்பனூர், செந்துறை, அரியலூர்.	[40, 506, 384, 536]
booth-text: : அ.அருள்செல்வன், 190, சிவன் கோயில் தெரு, நக்கம்பாடி, செந்துறை, அரியலூர்.	[865, 1065, 1113, 1094]
booth-number: பாகம் – 328	[40, 1879, 105, 1892]
role-label: அமைப்பாளர் :	[40, 1661, 122, 1674]
entry-text: ஜ.அப்துல் ஜலால், 11–ஜ–1, பிலால் ரலி தெரு, லெப்பைக்குடிகாடு, குன்னம், பெரம்பலூர்.	[782, 1688, 1126, 1718]
role-label: அமைப்பாளர் :	[782, 740, 870, 753]
booth-number: பாகம் – 234	[40, 950, 105, 964]
booth-entry	[1141, 1683, 1485, 1715]
branch-heading: ஆதி திராவிடர் புதுக்குடியிருப்பு கிளை	[484, 874, 712, 890]
branch-heading: இலங்கைச்சேரி கிளை	[534, 1013, 662, 1029]
role-label: அமைப்பாளர் :	[1141, 1340, 1224, 1354]
booth-entry	[1141, 1790, 1485, 1822]
role-label: அமைப்பாளர் :	[1141, 367, 1225, 381]
role-label: அமைப்பாளர் :	[426, 653, 508, 667]
entry-text: அ.வாஷிங் கான், 197, மேலத்தெரு, குழுமூர், செந்துறை, அரியலூர்.	[782, 415, 1126, 445]
